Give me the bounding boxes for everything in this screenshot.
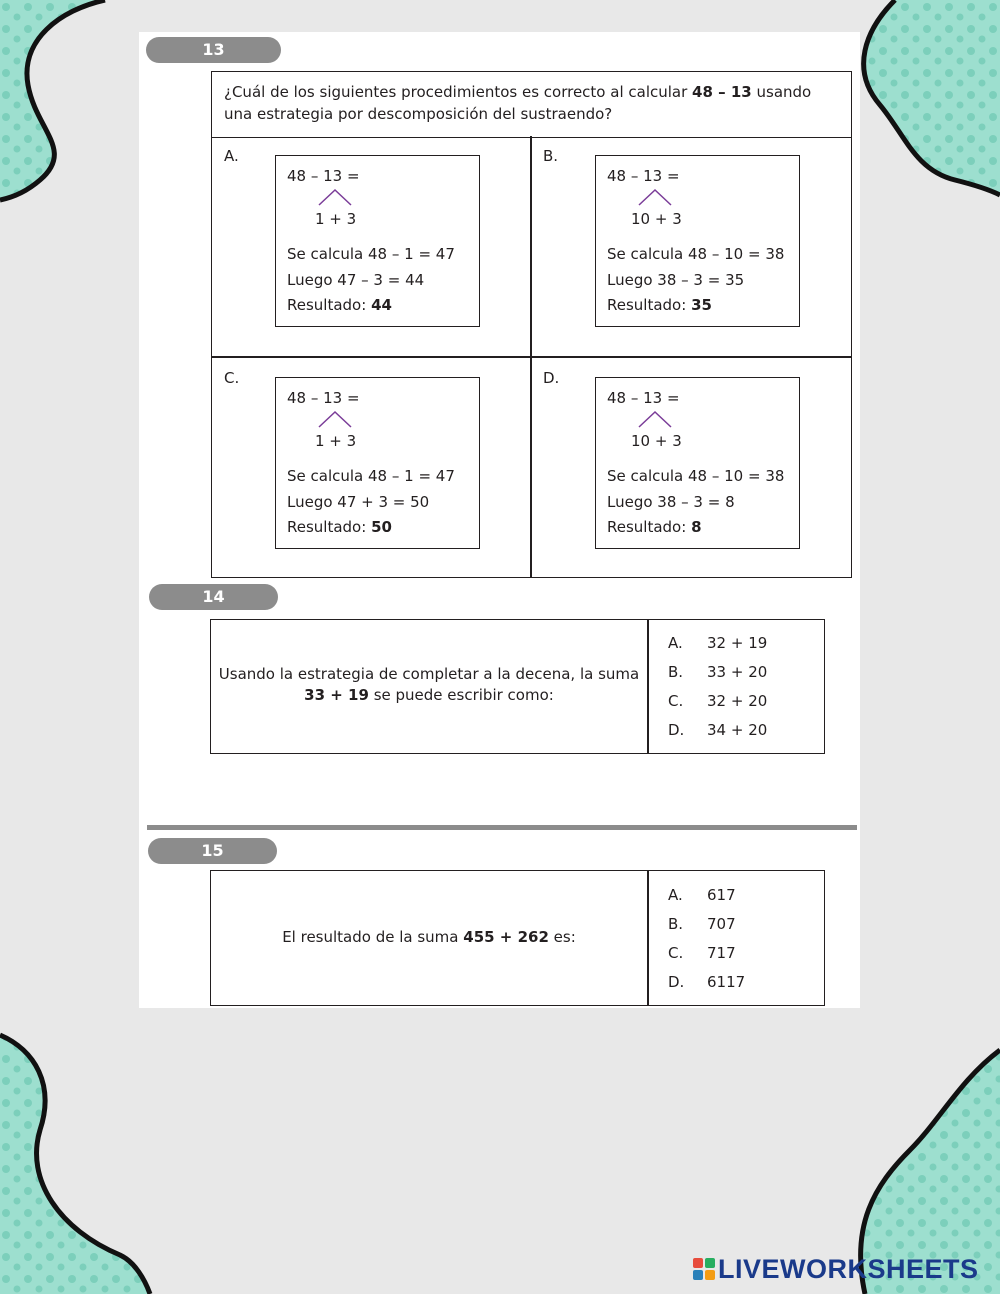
result-line: Resultado: 35 xyxy=(607,296,712,314)
q13-prompt-box xyxy=(211,71,852,138)
option-procedure-box xyxy=(275,377,480,549)
option-value: 617 xyxy=(707,886,736,904)
decomposition-caret-icon xyxy=(318,410,352,428)
option-letter: C. xyxy=(224,369,240,387)
question-number-14: 14 xyxy=(149,584,278,610)
option-letter: D. xyxy=(543,369,560,387)
expression: 48 – 13 = xyxy=(287,167,360,185)
liveworksheets-logo xyxy=(693,1253,979,1285)
decorative-blob-top-right xyxy=(855,0,1000,240)
step-two: Luego 38 – 3 = 35 xyxy=(607,271,745,289)
option-letter: B. xyxy=(543,147,559,165)
option-value: 33 + 20 xyxy=(707,663,768,681)
option-letter: D. xyxy=(668,973,685,991)
expression: 48 – 13 = xyxy=(607,389,680,407)
option-value: 6117 xyxy=(707,973,746,991)
result-line: Resultado: 44 xyxy=(287,296,392,314)
question-number-13: 13 xyxy=(146,37,281,63)
q14-prompt-line2: 33 + 19 se puede escribir como: xyxy=(304,686,554,704)
step-one: Se calcula 48 – 1 = 47 xyxy=(287,245,455,263)
expression: 48 – 13 = xyxy=(287,389,360,407)
option-procedure-box xyxy=(595,155,800,327)
decorative-blob-top-left xyxy=(0,0,140,210)
decomposition: 10 + 3 xyxy=(631,432,682,450)
q14-prompt-line1: Usando la estrategia de completar a la decena, la suma xyxy=(218,665,640,683)
option-value: 34 + 20 xyxy=(707,721,768,739)
decomposition-caret-icon xyxy=(638,188,672,206)
step-one: Se calcula 48 – 10 = 38 xyxy=(607,467,785,485)
option-letter: A. xyxy=(668,886,683,904)
decorative-blob-bottom-left xyxy=(0,1030,160,1294)
decomposition-caret-icon xyxy=(318,188,352,206)
brand-name: LIVEWORKSHEETS xyxy=(718,1253,979,1284)
option-procedure-box xyxy=(595,377,800,549)
option-letter: A. xyxy=(224,147,239,165)
section-divider xyxy=(147,825,857,830)
option-value: 717 xyxy=(707,944,736,962)
option-procedure-box xyxy=(275,155,480,327)
q13-prompt-line2: una estrategia por descomposición del sustraendo? xyxy=(224,105,613,123)
decomposition: 1 + 3 xyxy=(315,432,357,450)
option-letter: A. xyxy=(668,634,683,652)
option-value: 32 + 19 xyxy=(707,634,768,652)
step-one: Se calcula 48 – 1 = 47 xyxy=(287,467,455,485)
step-two: Luego 47 + 3 = 50 xyxy=(287,493,430,511)
q13-prompt-line1: ¿Cuál de los siguientes procedimientos es correcto al calcular 48 – 13 usando xyxy=(224,83,812,101)
option-letter: D. xyxy=(668,721,685,739)
result-line: Resultado: 8 xyxy=(607,518,702,536)
question-number-15: 15 xyxy=(148,838,277,864)
step-two: Luego 38 – 3 = 8 xyxy=(607,493,735,511)
decomposition: 1 + 3 xyxy=(315,210,357,228)
option-letter: B. xyxy=(668,915,684,933)
option-letter: C. xyxy=(668,944,684,962)
option-value: 32 + 20 xyxy=(707,692,768,710)
option-value: 707 xyxy=(707,915,736,933)
result-line: Resultado: 50 xyxy=(287,518,392,536)
option-letter: C. xyxy=(668,692,684,710)
decomposition-caret-icon xyxy=(638,410,672,428)
decomposition: 10 + 3 xyxy=(631,210,682,228)
liveworksheets-logo-icon xyxy=(693,1258,715,1280)
step-one: Se calcula 48 – 10 = 38 xyxy=(607,245,785,263)
option-letter: B. xyxy=(668,663,684,681)
q15-prompt: El resultado de la suma 455 + 262 es: xyxy=(282,928,576,946)
expression: 48 – 13 = xyxy=(607,167,680,185)
step-two: Luego 47 – 3 = 44 xyxy=(287,271,425,289)
